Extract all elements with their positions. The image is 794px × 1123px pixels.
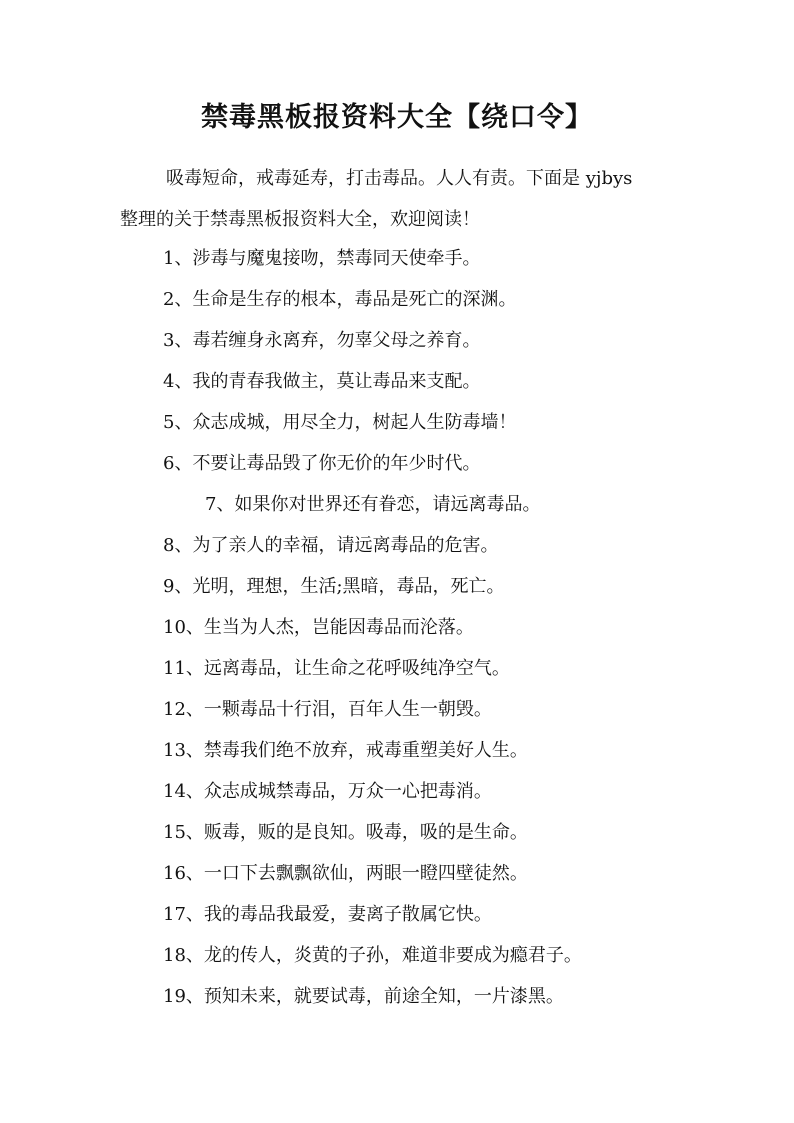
slogan-item-10: 10、生当为人杰，岂能因毒品而沦落。 [163,617,474,638]
slogan-item-11: 11、远离毒品，让生命之花呼吸纯净空气。 [163,658,510,679]
slogan-item-8: 8、为了亲人的幸福，请远离毒品的危害。 [163,535,499,556]
slogan-item-19: 19、预知未来，就要试毒，前途全知，一片漆黑。 [163,986,564,1007]
slogan-item-17: 17、我的毒品我最爱，妻离子散属它快。 [163,904,492,925]
document-title: 禁毒黑板报资料大全【绕口令】 [201,102,593,133]
slogan-item-4: 4、我的青春我做主，莫让毒品来支配。 [163,371,481,392]
intro-line-1: 吸毒短命，戒毒延寿，打击毒品。人人有责。下面是 yjbys [166,168,633,189]
intro-line-2: 整理的关于禁毒黑板报资料大全，欢迎阅读！ [120,209,480,230]
slogan-item-2: 2、生命是生存的根本，毒品是死亡的深渊。 [163,289,517,310]
slogan-item-13: 13、禁毒我们绝不放弃，戒毒重塑美好人生。 [163,740,528,761]
slogan-item-6: 6、不要让毒品毁了你无价的年少时代。 [163,453,481,474]
slogan-item-3: 3、毒若缠身永离弃，勿辜父母之养育。 [163,330,481,351]
slogan-item-14: 14、众志成城禁毒品，万众一心把毒消。 [163,781,492,802]
intro-paragraph [120,158,680,240]
slogan-item-1: 1、涉毒与魔鬼接吻，禁毒同天使牵手。 [163,248,481,269]
slogan-list [163,238,723,1017]
slogan-item-16: 16、一口下去飘飘欲仙，两眼一瞪四壁徒然。 [163,863,528,884]
slogan-item-12: 12、一颗毒品十行泪，百年人生一朝毁。 [163,699,492,720]
slogan-item-15: 15、贩毒，贩的是良知。吸毒，吸的是生命。 [163,822,528,843]
slogan-item-7: 7、如果你对世界还有眷恋，请远离毒品。 [205,494,541,515]
slogan-item-9: 9、光明，理想，生活;黑暗，毒品，死亡。 [163,576,505,597]
slogan-item-5: 5、众志成城，用尽全力，树起人生防毒墙！ [163,412,517,433]
slogan-item-18: 18、龙的传人，炎黄的子孙，难道非要成为瘾君子。 [163,945,582,966]
